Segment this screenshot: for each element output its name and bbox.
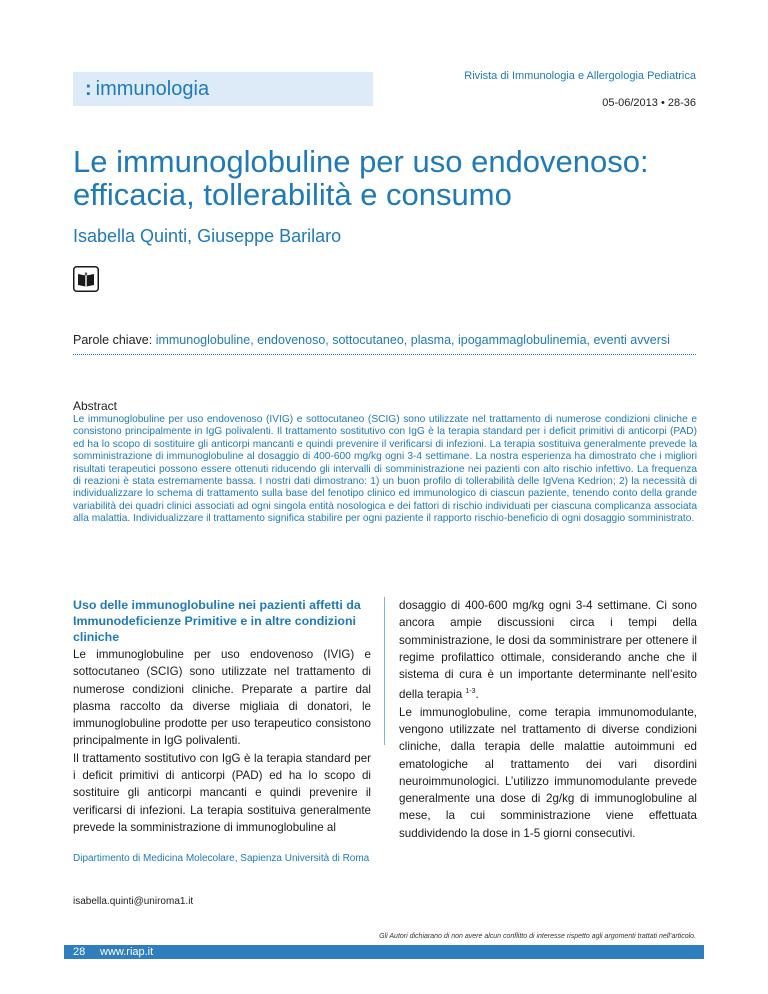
body-paragraph: Le immunoglobuline, come terapia immunomodulante, vengono utilizzate nel trattamento di diverse condizioni cliniche, dalla terapia delle malattie autoimmuni ed ematologiche al trattamento dei vari disordini neuroimmunologici. L’utilizzo immunomodulante prevede generalmente una dose di 2g/kg di immunoglobuline al mese, la cui somministrazione viene effettuata suddividendo la dose in 1-5 giorni consecutivi. — [399, 705, 697, 840]
keywords — [73, 333, 698, 347]
journal-name: Rivista di Immunologia e Allergologia Pediatrica — [464, 70, 696, 82]
column-divider — [384, 597, 385, 745]
website-link[interactable]: www.riap.it — [100, 946, 154, 958]
keywords-divider — [73, 354, 696, 355]
body-column-right — [399, 597, 697, 842]
keywords-list: immunoglobuline, endovenoso, sottocutaneo, plasma, ipogammaglobulinemia, eventi avversi — [155, 333, 670, 347]
affiliation: Dipartimento di Medicina Molecolare, Sapienza Università di Roma — [73, 853, 370, 864]
section-colon: : — [85, 78, 92, 100]
footer-bar — [64, 945, 704, 959]
authors: Isabella Quinti, Giuseppe Barilaro — [73, 226, 342, 246]
citation-ref: 1-3 — [465, 688, 476, 696]
keywords-label: Parole chiave: — [73, 333, 153, 347]
abstract-body: Le immunoglobuline per uso endovenoso (IVIG) e sottocutaneo (SCIG) sono utilizzate nel trattamento di numerose condizioni cliniche e consistono principalmente in IgG polivalenti. Il trattamento sostitutivo con IgG è la terapia standard per i deficit primitivi di anticorpi (PAD) ed ha lo scopo di sostituire gli anticorpi mancanti e quindi prevenire il verificarsi di infezioni. La terapia sostituiva generalmente prevede la somministrazione di immunoglobuline al dosaggio di 400-600 mg/kg ogni 3-4 settimane. La nostra esperienza ha dimostrato che i migliori risultati terapeutici possono essere ottenuti riducendo gli intervalli di somministrazione nei pazienti con alto rischio infettivo. La frequenza di reazioni è stata estremamente bassa. I nostri dati dimostrano: 1) un buon profilo di tollerabilità delle IgVena Kedrion; 2) la necessità di individualizzare lo schema di trattamento sulla base del fenotipo clinico ed immunologico di ciascun paziente, tenendo conto della grande variabilità dei quadri clinici associati ad ogni singola entità nosologica e dei fattori di rischio individuati per ciascuna complicanza associata alla malattia. Individualizzare il trattamento significa stabilire per ogni paziente il rapporto rischio-beneficio di ogni dosaggio somministrato. — [73, 414, 697, 525]
body-column-left — [73, 597, 371, 836]
body-paragraph — [399, 597, 697, 704]
section-heading: Uso delle immunoglobuline nei pazienti affetti da Immunodeficienze Primitive e in altre condizioni cliniche — [73, 598, 361, 644]
section-label: immunologia — [95, 78, 210, 100]
body-text-end: . — [475, 688, 479, 702]
issue-info: 05-06/2013 • 28-36 — [602, 97, 696, 109]
body-paragraph: Il trattamento sostitutivo con IgG è la terapia standard per i deficit primitivi di anticorpi (PAD) ed ha lo scopo di sostituire gli anticorpi mancanti e quindi prevenire il verificarsi di infezioni. La terapia sostituiva generalmente prevede la somministrazione di immunoglobuline al — [73, 751, 371, 834]
open-book-icon — [73, 266, 99, 292]
abstract-heading: Abstract — [73, 399, 118, 413]
conflict-disclaimer: Gli Autori dichiarano di non avere alcun conflitto di interesse rispetto agli argomenti trattati nell’articolo. — [379, 933, 696, 940]
section-tab — [73, 72, 373, 106]
article-title: Le immunoglobuline per uso endovenoso: efficacia, tollerabilità e consumo — [73, 144, 649, 212]
author-email: isabella.quinti@uniroma1.it — [73, 896, 194, 907]
body-paragraph: Le immunoglobuline per uso endovenoso (IVIG) e sottocutaneo (SCIG) sono utilizzate nel trattamento di numerose condizioni cliniche. Preparate a partire dal plasma raccolto da diverse migliaia di donatori, le immunoglobuline prodotte per uso terapeutico consistono principalmente in IgG polivalenti. — [73, 648, 371, 748]
page-number: 28 — [73, 946, 86, 958]
body-text: dosaggio di 400-600 mg/kg ogni 3-4 settimane. Ci sono ancora ampie discussioni circa i tempi della somministrazione, le dosi da somministrare per ottenere il regime profilattico ottimale, considerando anche che il sistema di cura è un importante determinante nell’esito della terapia — [399, 599, 697, 702]
